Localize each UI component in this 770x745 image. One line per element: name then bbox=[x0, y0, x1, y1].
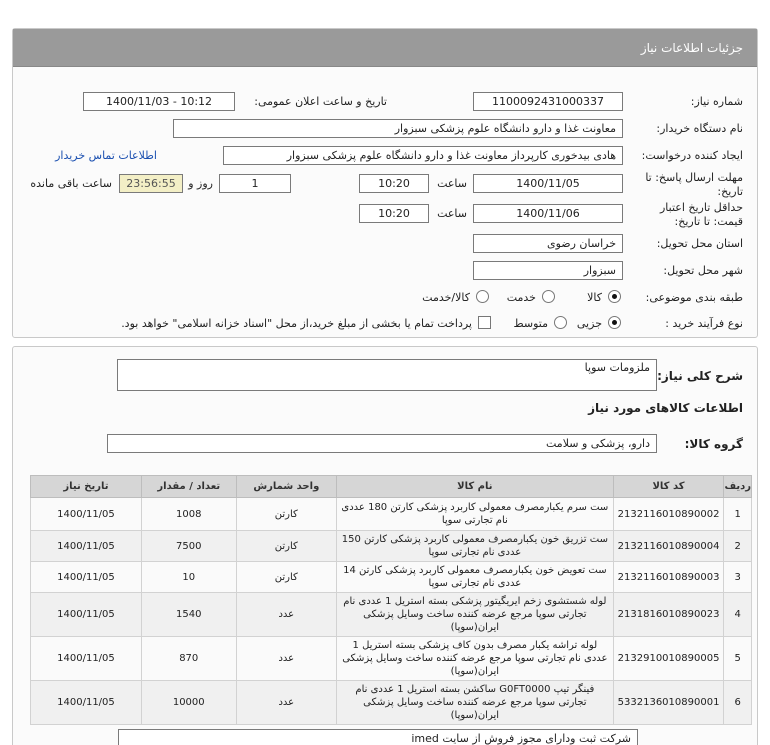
need-number-field: 1100092431000337 bbox=[473, 92, 623, 111]
col-qty-header: تعداد / مقدار bbox=[141, 476, 236, 498]
announce-field: 1400/11/03 - 10:12 bbox=[83, 92, 235, 111]
row-qty: 7500 bbox=[141, 531, 236, 562]
goods-panel bbox=[12, 346, 758, 745]
process-option-minor: جزیی bbox=[576, 317, 602, 330]
payment-note: پرداخت تمام یا بخشی از مبلغ خرید،از محل "اسناد خزانه اسلامی" خواهد بود. bbox=[121, 317, 472, 330]
goods-group-field: دارو، پزشکی و سلامت bbox=[107, 434, 657, 453]
city-field: سبزوار bbox=[473, 261, 623, 280]
page-title: جزئیات اطلاعات نیاز bbox=[640, 41, 743, 55]
row-qty: 1540 bbox=[141, 593, 236, 637]
category-radio-both[interactable] bbox=[476, 290, 489, 303]
row-unit: کارتن bbox=[236, 562, 337, 593]
row-name: فینگر تیپ G0FT0000 ساکشن بسته استریل 1 عددی نام تجارتی سوپا مرجع عرضه کننده ساخت وسایل پزشکی ایران(سوپا) bbox=[337, 681, 614, 725]
row-date: 1400/11/05 bbox=[31, 531, 142, 562]
summary-label: شرح کلی نیاز: bbox=[657, 369, 743, 383]
validity-date-field: 1400/11/06 bbox=[473, 204, 623, 223]
deadline-time-field: 10:20 bbox=[359, 174, 429, 193]
table-row[interactable] bbox=[31, 498, 752, 531]
row-qty: 870 bbox=[141, 637, 236, 681]
category-option-both: کالا/خدمت bbox=[422, 291, 470, 304]
row-name: ست تزریق خون یکبارمصرف معمولی کاربرد پزشکی کارتن 150 عددی نام تجارتی سوپا bbox=[337, 531, 614, 562]
validity-time-label: ساعت bbox=[437, 207, 467, 220]
col-unit-header: واحد شمارش bbox=[236, 476, 337, 498]
process-label: نوع فرآیند خرید : bbox=[665, 317, 743, 330]
goods-table bbox=[30, 475, 752, 725]
row-qty: 10000 bbox=[141, 681, 236, 725]
table-header-row bbox=[31, 476, 752, 498]
goods-group-label: گروه کالا: bbox=[684, 437, 743, 451]
table-row[interactable] bbox=[31, 562, 752, 593]
row-date: 1400/11/05 bbox=[31, 498, 142, 531]
row-code: 2131816010890023 bbox=[613, 593, 724, 637]
row-name: لوله شستشوی زخم ایریگیتور پزشکی بسته استریل 1 عددی نام تجارتی سوپا مرجع عرضه کننده ساخت وسایل پزشکی ایران(سوپا) bbox=[337, 593, 614, 637]
col-name-header: نام کالا bbox=[337, 476, 614, 498]
row-unit: عدد bbox=[236, 681, 337, 725]
row-date: 1400/11/05 bbox=[31, 637, 142, 681]
province-field: خراسان رضوی bbox=[473, 234, 623, 253]
row-code: 2132116010890004 bbox=[613, 531, 724, 562]
row-name: ست سرم یکبارمصرف معمولی کاربرد پزشکی کارتن 180 عددی نام تجارتی سوپا bbox=[337, 498, 614, 531]
goods-section-title: اطلاعات کالاهای مورد نیاز bbox=[588, 401, 743, 415]
row-unit: کارتن bbox=[236, 531, 337, 562]
province-label: استان محل تحویل: bbox=[656, 237, 743, 250]
deadline-date-field: 1400/11/05 bbox=[473, 174, 623, 193]
process-radio-minor[interactable] bbox=[608, 316, 621, 329]
row-index: 2 bbox=[724, 531, 752, 562]
col-date-header: تاریخ نیاز bbox=[31, 476, 142, 498]
row-qty: 10 bbox=[141, 562, 236, 593]
days-field: 1 bbox=[219, 174, 291, 193]
row-unit: عدد bbox=[236, 637, 337, 681]
need-number-label: شماره نیاز: bbox=[690, 95, 743, 108]
buyer-note: شرکت ثبت ودارای مجوز فروش از سایت imed bbox=[118, 729, 638, 745]
row-code: 2132910010890005 bbox=[613, 637, 724, 681]
city-label: شهر محل تحویل: bbox=[663, 264, 743, 277]
row-name: لوله تراشه یکبار مصرف بدون کاف پزشکی بسته استریل 1 عددی نام تجارتی سوپا مرجع عرضه کننده ساخت وسایل پزشکی ایران(سوپا) bbox=[337, 637, 614, 681]
remaining-time-field: 23:56:55 bbox=[119, 174, 183, 193]
row-unit: کارتن bbox=[236, 498, 337, 531]
table-row[interactable] bbox=[31, 681, 752, 725]
row-date: 1400/11/05 bbox=[31, 593, 142, 637]
row-qty: 1008 bbox=[141, 498, 236, 531]
category-option-goods: کالا bbox=[587, 291, 602, 304]
row-code: 2132116010890003 bbox=[613, 562, 724, 593]
buyer-org-label: نام دستگاه خریدار: bbox=[656, 122, 743, 135]
category-radio-service[interactable] bbox=[542, 290, 555, 303]
deadline-label: مهلت ارسال پاسخ: تا تاریخ: bbox=[645, 171, 743, 198]
row-name: ست تعویض خون یکبارمصرف معمولی کاربرد پزشکی کارتن 14 عددی نام تجارتی سوپا bbox=[337, 562, 614, 593]
header-bar bbox=[13, 29, 757, 67]
validity-time-field: 10:20 bbox=[359, 204, 429, 223]
remaining-label: ساعت باقی مانده bbox=[30, 177, 112, 190]
buyer-org-field: معاونت غذا و دارو دانشگاه علوم پزشکی سبزوار bbox=[173, 119, 623, 138]
row-index: 1 bbox=[724, 498, 752, 531]
row-index: 6 bbox=[724, 681, 752, 725]
row-index: 5 bbox=[724, 637, 752, 681]
table-row[interactable] bbox=[31, 637, 752, 681]
row-index: 4 bbox=[724, 593, 752, 637]
category-option-service: خدمت bbox=[506, 291, 536, 304]
row-date: 1400/11/05 bbox=[31, 681, 142, 725]
row-code: 2132116010890002 bbox=[613, 498, 724, 531]
table-row[interactable] bbox=[31, 531, 752, 562]
category-label: طبقه بندی موضوعی: bbox=[645, 291, 743, 304]
category-radio-goods[interactable] bbox=[608, 290, 621, 303]
col-code-header: کد کالا bbox=[613, 476, 724, 498]
summary-field: ملزومات سوپا bbox=[117, 359, 657, 391]
deadline-time-label: ساعت bbox=[437, 177, 467, 190]
announce-label: تاریخ و ساعت اعلان عمومی: bbox=[254, 95, 387, 108]
requester-label: ایجاد کننده درخواست: bbox=[641, 149, 743, 162]
col-index-header: ردیف bbox=[724, 476, 752, 498]
process-option-medium: متوسط bbox=[513, 317, 548, 330]
row-code: 5332136010890001 bbox=[613, 681, 724, 725]
table-row[interactable] bbox=[31, 593, 752, 637]
requester-field: هادی بیدخوری کارپرداز معاونت غذا و دارو دانشگاه علوم پزشکی سبزوار bbox=[223, 146, 623, 165]
row-date: 1400/11/05 bbox=[31, 562, 142, 593]
row-unit: عدد bbox=[236, 593, 337, 637]
days-label: روز و bbox=[188, 177, 213, 190]
row-index: 3 bbox=[724, 562, 752, 593]
treasury-checkbox[interactable] bbox=[478, 316, 491, 329]
buyer-contact-link[interactable]: اطلاعات تماس خریدار bbox=[55, 149, 157, 162]
process-radio-medium[interactable] bbox=[554, 316, 567, 329]
need-info-panel bbox=[12, 28, 758, 338]
validity-label: حداقل تاریخ اعتبار قیمت: تا تاریخ: bbox=[659, 201, 743, 228]
